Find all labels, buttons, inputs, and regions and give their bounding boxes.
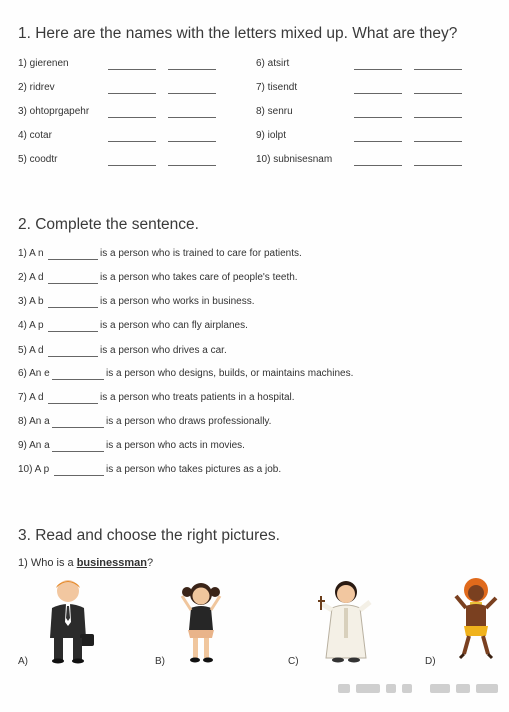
section2-heading: 2. Complete the sentence. (18, 216, 199, 233)
sentence-blank[interactable] (48, 307, 98, 308)
option-c-label[interactable]: C) (288, 656, 299, 667)
priest-figure[interactable] (318, 578, 376, 664)
answer-blank[interactable] (108, 165, 156, 166)
answer-blank[interactable] (414, 141, 462, 142)
scramble-item-6: 6) atsirt (256, 58, 290, 69)
sentence-text: is a person who draws professionally. (106, 416, 272, 427)
question-keyword: businessman (76, 557, 147, 569)
sentence-text: is a person who is trained to care for patients. (100, 248, 302, 259)
sentence-text: is a person who designs, builds, or maintains machines. (106, 368, 354, 379)
answer-blank[interactable] (354, 117, 402, 118)
watermark-blur (476, 684, 498, 693)
answer-blank[interactable] (168, 93, 216, 94)
question-suffix: ? (147, 557, 154, 569)
answer-blank[interactable] (354, 165, 402, 166)
scramble-item-8: 8) senru (256, 106, 293, 117)
sentence-prefix: 3) A b (18, 296, 44, 307)
sentence-text: is a person who works in business. (100, 296, 255, 307)
option-d-label[interactable]: D) (425, 656, 436, 667)
answer-blank[interactable] (108, 141, 156, 142)
businessman-figure[interactable] (40, 578, 100, 664)
watermark-blur (430, 684, 450, 693)
sentence-text: is a person who treats patients in a hospital. (100, 392, 295, 403)
watermark-blur (356, 684, 380, 693)
answer-blank[interactable] (108, 117, 156, 118)
answer-blank[interactable] (414, 93, 462, 94)
answer-blank[interactable] (108, 93, 156, 94)
answer-blank[interactable] (168, 69, 216, 70)
sentence-prefix: 4) A p (18, 320, 44, 331)
scramble-item-3: 3) ohtoprgapehr (18, 106, 90, 117)
sentence-prefix: 1) A n (18, 248, 44, 259)
scramble-item-2: 2) ridrev (18, 82, 55, 93)
watermark-blur (402, 684, 412, 693)
sentence-blank[interactable] (48, 403, 98, 404)
question-prefix: 1) Who is a (18, 557, 77, 569)
sentence-prefix: 2) A d (18, 272, 44, 283)
sentence-prefix: 6) An e (18, 368, 50, 379)
section1-heading: 1. Here are the names with the letters mixed up. What are they? (18, 25, 458, 42)
scramble-item-9: 9) iolpt (256, 130, 287, 141)
sentence-text: is a person who takes care of people's teeth. (100, 272, 298, 283)
watermark-blur (386, 684, 396, 693)
question-line (18, 557, 153, 569)
sentence-blank[interactable] (52, 451, 104, 452)
scramble-item-7: 7) tisendt (256, 82, 298, 93)
scramble-item-5: 5) coodtr (18, 154, 58, 165)
sentence-blank[interactable] (48, 259, 98, 260)
watermark-blur (338, 684, 350, 693)
sentence-blank[interactable] (48, 356, 98, 357)
scramble-item-1: 1) gierenen (18, 58, 69, 69)
sentence-blank[interactable] (54, 475, 104, 476)
sentence-text: is a person who can fly airplanes. (100, 320, 248, 331)
answer-blank[interactable] (168, 141, 216, 142)
answer-blank[interactable] (168, 117, 216, 118)
scramble-item-10: 10) subnisesnam (256, 154, 333, 165)
sentence-blank[interactable] (48, 283, 98, 284)
sentence-blank[interactable] (52, 379, 104, 380)
sentence-prefix: 9) An a (18, 440, 50, 451)
answer-blank[interactable] (354, 93, 402, 94)
answer-blank[interactable] (414, 117, 462, 118)
sentence-prefix: 8) An a (18, 416, 50, 427)
sentence-text: is a person who acts in movies. (106, 440, 245, 451)
girl-figure[interactable] (176, 580, 228, 664)
scramble-item-4: 4) cotar (18, 130, 52, 141)
answer-blank[interactable] (354, 69, 402, 70)
option-b-label[interactable]: B) (155, 656, 165, 667)
answer-blank[interactable] (414, 69, 462, 70)
sentence-prefix: 7) A d (18, 392, 44, 403)
answer-blank[interactable] (414, 165, 462, 166)
answer-blank[interactable] (108, 69, 156, 70)
sentence-prefix: 10) A p (18, 464, 50, 475)
answer-blank[interactable] (168, 165, 216, 166)
watermark-blur (456, 684, 470, 693)
answer-blank[interactable] (354, 141, 402, 142)
sentence-blank[interactable] (52, 427, 104, 428)
tribal-figure[interactable] (452, 576, 504, 664)
sentence-prefix: 5) A d (18, 345, 44, 356)
option-a-label[interactable]: A) (18, 656, 28, 667)
sentence-text: is a person who drives a car. (100, 345, 227, 356)
section3-heading: 3. Read and choose the right pictures. (18, 527, 280, 544)
sentence-blank[interactable] (48, 331, 98, 332)
sentence-text: is a person who takes pictures as a job. (106, 464, 282, 475)
